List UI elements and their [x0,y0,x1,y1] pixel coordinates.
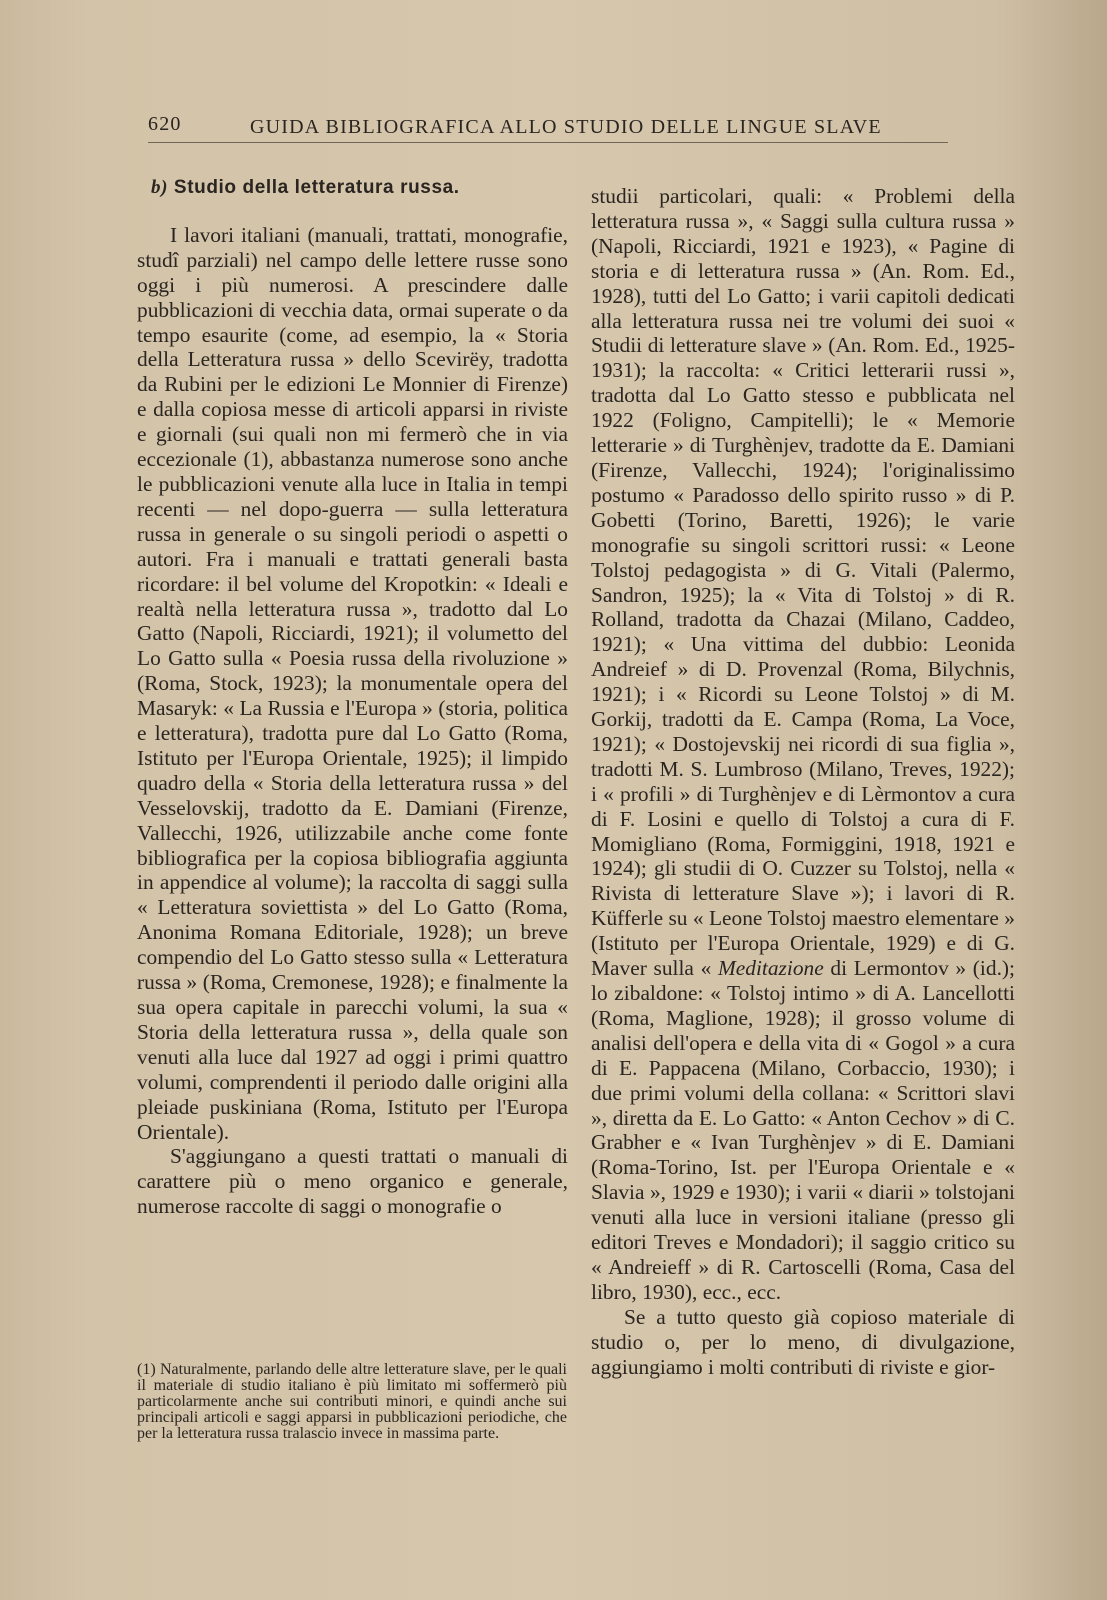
header-rule [148,142,948,143]
right-paragraph-1-text-a: studii particolari, quali: « Problemi della letteratura russa », « Saggi sulla cultura russa » (Napoli, Ricciardi, 1921 e 1923), « Pagine di storia e di letteratura russa » (An. Rom. Ed., 1928), tutti del Lo Gatto; i varii capitoli dedicati alla letteratura russa nei tre volumi dei suoi « Studii di letterature slave » (An. Rom. Ed., 1925-1931); la raccolta: « Critici letterarii russi », tradotta dal Lo Gatto stesso e pubblicata nel 1922 (Foligno, Campitelli); le « Memorie letterarie » di Turghènjev, tradotte da E. Damiani (Firenze, Vallecchi, 1924); l'originalissimo postumo « Paradosso dello spirito russo » di P. Gobetti (Torino, Baretti, 1926); le varie monografie su singoli scrittori russi: « Leone Tolstoj pedagogista » di G. Vitali (Palermo, Sandron, 1925); la « Vita di Tolstoj » di R. Rolland, tradotta da Chazai (Milano, Caddeo, 1921); « Una vittima del dubbio: Leonida Andreief » di D. Provenzal (Roma, Bilychnis, 1921); i « Ricordi su Leone Tolstoj » di M. Gorkij, tradotti da E. Campa (Roma, La Voce, 1921); « Dostojevskij nei ricordi di sua figlia », tradotti M. S. Lumbroso (Milano, Treves, 1922); i « profili » di Turghènjev e di Lèrmontov a cura di F. Losini e quello di Tolstoj a cura di F. Momigliano (Roma, Formiggini, 1918, 1921 e 1924); gli studii di O. Cuzzer su Tolstoj, nella « Rivista di letterature Slave »); i lavori di R. Küfferle su « Leone Tolstoj maestro elementare » (Istituto per l'Europa Orientale, 1929) e di G. Maver sulla « [591,184,1015,981]
italic-work-title: Meditazione [717,956,824,981]
right-paragraph-1 [591,184,1015,1305]
section-label: b) [151,177,169,198]
footnote: (1) Naturalmente, parlando delle altre letterature slave, per le quali il materiale di studio italiano è più limitato mi soffermerò più particolarmente anche sui contributi minori, e quindi anche sui principali articoli e saggi apparsi in pubblicazioni periodiche, che per la letteratura russa tralascio invece in massima parte. [137,1361,567,1442]
right-paragraph-2: Se a tutto questo già copioso materiale di studio o, per lo meno, di divulgazione, aggiungiamo i molti contributi di riviste e gior- [591,1304,1015,1379]
running-header [148,113,948,153]
page-number: 620 [148,113,182,135]
right-column [591,184,1015,1380]
left-paragraph-2: S'aggiungano a questi trattati o manuali di carattere più o meno organico e generale, numerose raccolte di saggi o monografie o [137,1144,568,1219]
right-paragraph-1-text-b: di Lermontov » (id.); lo zibaldone: « Tolstoj intimo » di A. Lancellotti (Roma, Maglione, 1928); il grosso volume di analisi dell'opera e della vita di « Gogol » a cura di E. Pappacena (Milano, Corbaccio, 1930); i due primi volumi della collana: « Scrittori slavi », diretta da E. Lo Gatto: « Anton Cechov » di C. Grabher e « Ivan Turghènjev » di E. Damiani (Roma-Torino, Ist. per l'Europa Orientale e « Slavia », 1929 e 1930); i varii « diarii » tolstojani venuti alla luce in versioni italiane (presso gli editori Treves e Mondadori); il saggio critico su « Andreieff » di R. Cartoscelli (Roma, Casa del libro, 1930), ecc., ecc. [591,956,1015,1304]
left-paragraph-1: I lavori italiani (manuali, trattati, monografie, studî parziali) nel campo delle lettere russe sono oggi i più numerosi. A prescindere dalle pubblicazioni di vecchia data, ormai superate o da tempo esaurite (come, ad esempio, la « Storia della Letteratura russa » dello Scevirëy, tradotta da Rubini per le edizioni Le Monnier di Firenze) e dalla copiosa messe di articoli apparsi in riviste e giornali (sui quali non mi fermerò che in via eccezionale (1), abbastanza numerose sono anche le pubblicazioni venute alla luce in Italia in tempi recenti — nel dopo-guerra — sulla letteratura russa in generale o su singoli periodi o aspetti o autori. Fra i manuali e trattati generali basta ricordare: il bel volume del Kropotkin: « Ideali e realtà nella letteratura russa », tradotto dal Lo Gatto (Napoli, Ricciardi, 1921); il volumetto del Lo Gatto sulla « Poesia russa della rivoluzione » (Roma, Stock, 1923); la monumentale opera del Masaryk: « La Russia e l'Europa » (storia, politica e letteratura), tradotta pure dal Lo Gatto (Roma, Istituto per l'Europa Orientale, 1925); il limpido quadro della « Storia della letteratura russa » del Vesselovskij, tradotto da E. Damiani (Firenze, Vallecchi, 1926, utilizzabile anche come fonte bibliografica per la copiosa bibliografia aggiunta in appendice al volume); la raccolta di saggi sulla « Letteratura soviettista » del Lo Gatto (Roma, Anonima Romana Editoriale, 1928); un breve compendio del Lo Gatto stesso sulla « Letteratura russa » (Roma, Cremonese, 1928); e finalmente la sua opera capitale in parecchi volumi, la sua « Storia della letteratura russa », della quale son venuti alla luce dal 1927 ad oggi i primi quattro volumi, comprendenti il periodo dalle origini alla pleiade puskiniana (Roma, Istituto per l'Europa Orientale). [137,222,568,1144]
section-title: Studio della letteratura russa. [173,177,460,198]
running-title: GUIDA BIBLIOGRAFICA ALLO STUDIO DELLE LINGUE SLAVE [250,116,882,138]
left-column [137,176,568,1219]
section-heading [151,176,568,201]
